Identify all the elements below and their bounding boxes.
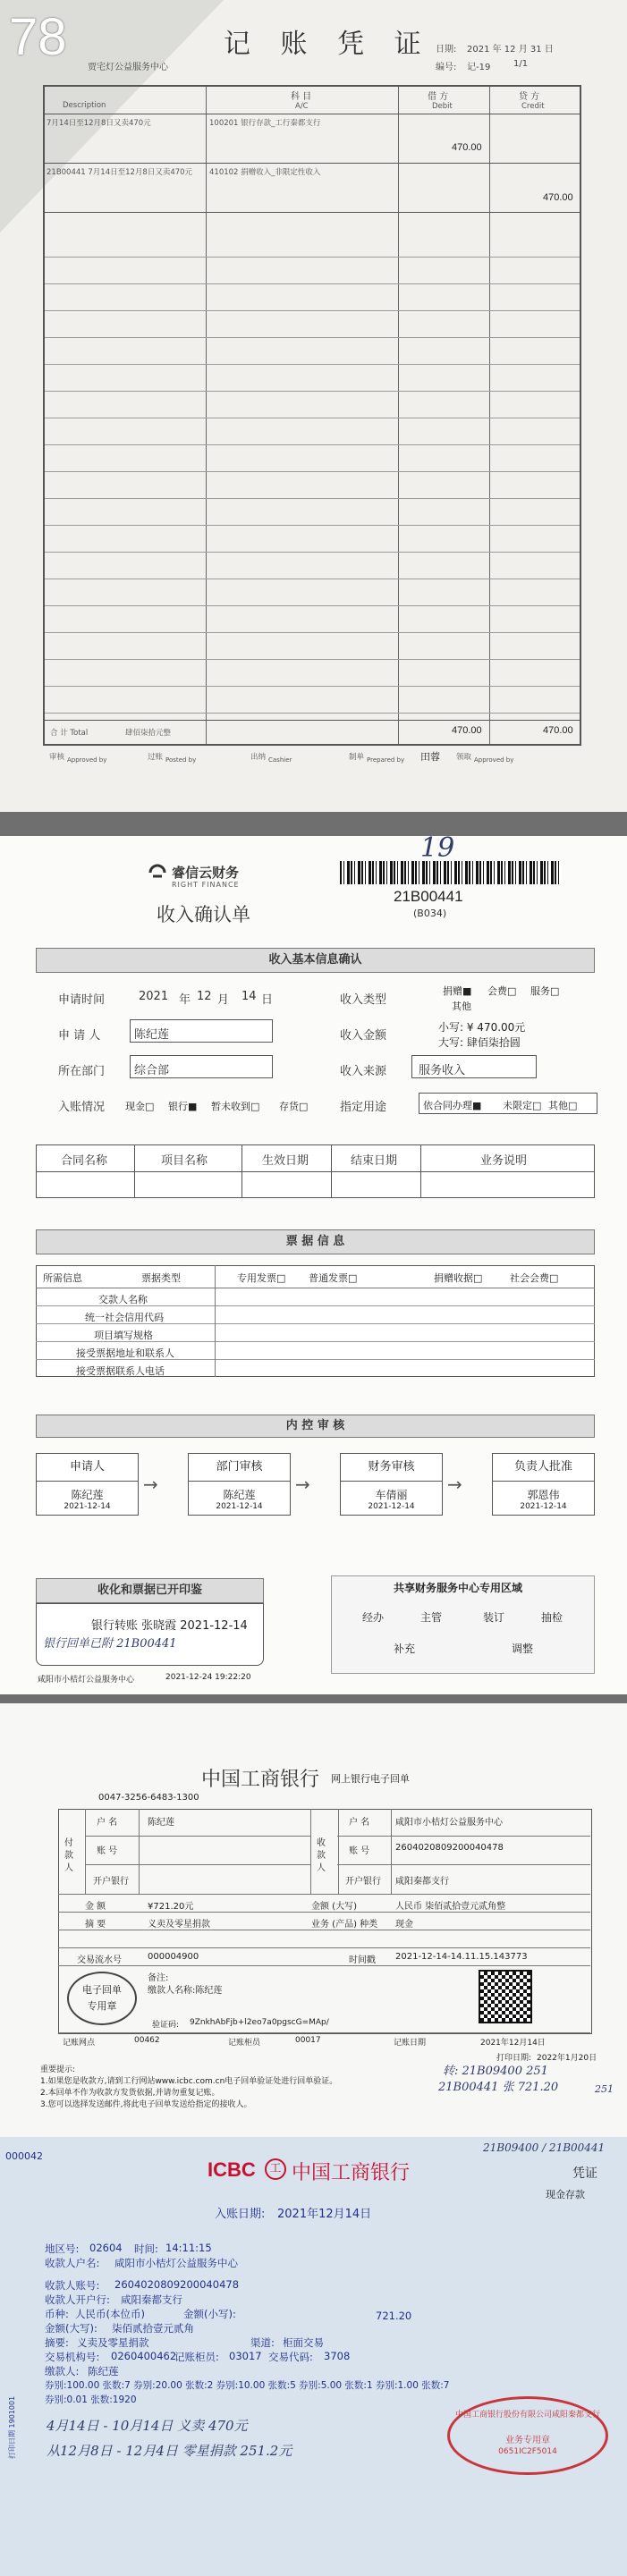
left-code: 000042 (5, 2150, 43, 2162)
col-credit-label: 贷 方 (519, 92, 540, 102)
applicant-value: 陈纪莲 (134, 1028, 170, 1042)
payer-account-label: 账 号 (97, 1846, 118, 1856)
apply-year: 2021 (139, 990, 169, 1003)
income-type-fee[interactable]: 会费□ (487, 985, 517, 997)
audit-date: 2021-12-14 (216, 1502, 263, 1511)
invoice-row-address: 接受票据地址和联系人 (76, 1347, 174, 1359)
amount-big-label: 金额 (大写) (311, 1902, 357, 1912)
footer-prepared-en: Prepared by (367, 756, 405, 764)
audit-role: 申请人 (37, 1454, 138, 1482)
invoice-info-label: 所需信息 (43, 1272, 82, 1284)
arrow-icon: → (447, 1474, 462, 1495)
icbc-deposit-voucher (0, 2137, 627, 2576)
purpose-label: 指定用途 (340, 1101, 387, 1114)
txn-no-label: 交易流水号 (77, 1955, 122, 1965)
section-receipt: 收化和票据已开印鉴 (36, 1578, 264, 1603)
payee-account: 2604020809200040478 (395, 1843, 504, 1853)
voucher-label: 凭证 (572, 2166, 597, 2181)
contract-col-start: 生效日期 (262, 1154, 309, 1168)
time-label: 时间: (134, 2242, 158, 2255)
apply-month-unit: 月 (217, 993, 230, 1007)
teller-label: 记账柜员 (228, 2039, 261, 2048)
share-zhuangding: 装订 (483, 1611, 505, 1624)
source-label: 收入来源 (340, 1065, 387, 1078)
voucher-number-label: 编号: (436, 63, 457, 72)
receipt-handwritten: 银行回单已附 21B00441 (43, 1637, 177, 1651)
preparer-name: 田蓉 (420, 751, 440, 763)
teller-value: 00017 (295, 2036, 321, 2045)
payer-name: 陈纪莲 (148, 1818, 174, 1828)
total-debit: 470.00 (452, 725, 482, 736)
audit-name: 车倩丽 (375, 1489, 408, 1501)
print-label: 打印日期: (496, 2054, 532, 2063)
amount-value: ¥721.20元 (148, 1902, 194, 1912)
dept-label: 所在部门 (58, 1065, 106, 1078)
col-summary-label: Description (63, 101, 106, 110)
invoice-type-normal[interactable]: 普通发票□ (309, 1272, 358, 1284)
audit-date: 2021-12-14 (368, 1502, 415, 1511)
purpose-other[interactable]: 其他□ (548, 1100, 578, 1111)
e-receipt-stamp (67, 1972, 137, 2025)
invoice-type-fee[interactable]: 社会会费□ (510, 1272, 559, 1284)
voucher-date-label: 日期: (436, 45, 457, 55)
channel-label: 渠道: (250, 2336, 275, 2349)
apply-month: 12 (197, 990, 212, 1003)
share-tiaozheng: 调整 (512, 1643, 534, 1655)
entry-1-account: 100201 银行存款_工行秦都支行 (209, 119, 321, 128)
payer-name-label: 户 名 (97, 1818, 118, 1828)
voucher-number: 记-19 (467, 63, 491, 72)
payee-label: 收款人 (317, 1838, 326, 1873)
income-type-other: 其他 (452, 1001, 471, 1012)
denom-line-2: 券别:0.01 张数:1920 (45, 2394, 137, 2405)
apply-time-label: 申请时间 (58, 993, 106, 1007)
payee-account-label: 账 号 (349, 1846, 370, 1856)
entry-option-bank[interactable]: 银行■ (168, 1101, 198, 1112)
business-value: 现金 (395, 1920, 413, 1930)
handwritten-note-2: 从12月8日 - 12月4日 零星捐款 251.2元 (47, 2443, 292, 2459)
handwritten-3: 251 (595, 2083, 614, 2095)
footer-receive: 领取 (456, 753, 472, 762)
entry-1-summary: 7月14日至12月8日又卖470元 (47, 119, 151, 128)
footer-approved: 审核 (49, 753, 65, 762)
handwritten-number: 19 (420, 836, 455, 864)
contract-col-end: 结束日期 (351, 1154, 398, 1168)
area-label: 地区号: (45, 2242, 80, 2255)
right-finance-logo-icon (148, 863, 167, 883)
amount: 721.20 (376, 2310, 412, 2322)
voucher-title: 记 账 凭 证 (224, 29, 432, 60)
page-number: 78 (9, 8, 67, 66)
note-value: 缴款人名称:陈纪莲 (148, 1986, 223, 1996)
amount-label: 金 额 (85, 1902, 106, 1912)
tip-2: 2.本回单不作为收款方发货依据,并请勿重复记账。 (40, 2089, 220, 2098)
form-title: 收入确认单 (157, 904, 250, 925)
contract-col-desc: 业务说明 (480, 1154, 528, 1168)
total-words: 肆佰柒拾元整 (125, 729, 172, 738)
barcode-code: (B034) (413, 908, 447, 919)
audit-name: 陈纪莲 (223, 1489, 256, 1501)
payee-name: 咸阳市小桔灯公益服务中心 (114, 2257, 238, 2269)
share-buchong: 补充 (394, 1643, 416, 1655)
seal-mid: 业务专用章 (505, 2436, 550, 2445)
audit-step-finance (340, 1453, 443, 1516)
qr-code-icon (479, 1970, 532, 2023)
entry-option-pending[interactable]: 暂未收到□ (211, 1101, 260, 1112)
payee-acct-label: 收款人账号: (45, 2279, 100, 2292)
invoice-row-phone: 接受票据联系人电话 (76, 1365, 165, 1377)
income-type-donation[interactable]: 捐赠■ (443, 985, 472, 997)
receipt-serial: 0047-3256-6483-1300 (98, 1793, 199, 1803)
time-value: 14:11:15 (165, 2242, 212, 2254)
payee-bank: 咸阳秦都支行 (395, 1877, 449, 1887)
entry-2-summary: 21B00441 7月14日至12月8日又卖470元 (47, 168, 193, 177)
applicant-label: 申 请 人 (58, 1029, 101, 1043)
txn-no: 000004900 (148, 1952, 199, 1962)
arrow-icon: → (295, 1474, 310, 1495)
date-label: 记账日期 (394, 2039, 427, 2048)
contract-col-project: 项目名称 (161, 1154, 208, 1168)
footer-posted-en: Posted by (165, 756, 197, 764)
audit-role: 财务审核 (341, 1454, 442, 1482)
footer-posted: 过账 (148, 753, 164, 762)
amount-big: 柒佰贰拾壹元贰角 (112, 2322, 194, 2335)
bank-seal-stamp (447, 2396, 608, 2475)
denom-line-1: 券别:100.00 张数:7 券别:20.00 张数:2 券别:10.00 张数:5 券别:5.00 张数:1 券别:1.00 张数:7 (45, 2380, 450, 2391)
income-confirmation-form (0, 836, 627, 1694)
share-jingban: 经办 (362, 1611, 385, 1624)
amount-label: 金额(小写): (183, 2308, 236, 2320)
amount-small: 小写: ¥ 470.00元 (438, 1021, 526, 1034)
currency-label: 币种: (45, 2308, 69, 2320)
receipt-subtitle: 网上银行电子回单 (331, 1773, 410, 1785)
footer-approved-en: Approved by (67, 756, 107, 764)
code-label: 交易代码: (268, 2351, 313, 2363)
amount-big: 大写: 肆佰柒拾圆 (438, 1036, 521, 1049)
time-value: 2021-12-14-14.11.15.143773 (395, 1952, 528, 1962)
receipt-text: 银行转账 张晓霞 2021-12-14 (91, 1619, 248, 1633)
purpose-label: 摘 要 (85, 1920, 106, 1930)
icbc-brand: ICBC (208, 2158, 256, 2181)
entry-option-cash[interactable]: 现金□ (125, 1101, 155, 1112)
payer-label: 缴款人: (45, 2365, 80, 2378)
col-account-sub: A/C (295, 102, 309, 111)
barcode-number: 21B00441 (394, 888, 463, 905)
barcode (340, 861, 562, 884)
voucher-page: 1/1 (513, 59, 529, 69)
section-basic: 收入基本信息确认 (36, 948, 595, 973)
tip-title: 重要提示: (40, 2065, 76, 2074)
icbc-bank-name: 中国工商银行 (292, 2162, 411, 2184)
invoice-type-donation[interactable]: 捐赠收据□ (434, 1272, 483, 1284)
apply-day: 14 (241, 990, 257, 1003)
payee-name-label: 收款人户名: (45, 2257, 100, 2269)
teller: 03017 (229, 2350, 262, 2362)
audit-role: 部门审核 (189, 1454, 290, 1482)
audit-name: 郭恩伟 (527, 1489, 560, 1501)
invoice-row-spec: 项目填写规格 (94, 1330, 153, 1341)
handwritten-1: 转: 21B09400 251 (443, 2065, 548, 2078)
purpose: 义卖及零星捐款 (77, 2336, 149, 2349)
payer: 陈纪莲 (88, 2365, 119, 2378)
currency: 人民币(本位币) (75, 2308, 145, 2320)
org-value: 00462 (134, 2036, 160, 2045)
entry-2-credit: 470.00 (543, 192, 573, 203)
total-credit: 470.00 (543, 725, 573, 736)
voucher-company: 贾宅灯公益服务中心 (88, 63, 168, 72)
entry-date: 2021年12月14日 (277, 2208, 372, 2221)
icbc-logo-icon: 工 (265, 2158, 286, 2180)
verify-label: 验证码: (152, 2021, 180, 2030)
form-footer-date: 2021-12-24 19:22:20 (165, 1673, 251, 1682)
entry-label: 入账情况 (58, 1101, 106, 1114)
audit-step-applicant (36, 1453, 139, 1516)
col-debit-label: 借 方 (428, 92, 449, 102)
payee-bank: 咸阳秦都支行 (121, 2293, 182, 2306)
time-label: 时间戳 (349, 1955, 376, 1965)
stamp-line-1: 电子回单 (82, 1984, 122, 1996)
col-debit-sub: Debit (432, 102, 453, 111)
footer-prepared: 制单 (349, 753, 365, 762)
invoice-type-special[interactable]: 专用发票□ (237, 1272, 286, 1284)
purpose-value: 义卖及零星捐款 (148, 1920, 210, 1930)
share-zhuguan: 主管 (420, 1611, 443, 1624)
source-value: 服务收入 (419, 1064, 466, 1077)
txn-label: 交易机构号: (45, 2351, 100, 2363)
audit-step-dept (188, 1453, 291, 1516)
total-label: 合 计 Total (50, 729, 89, 738)
share-title: 共享财务服务中心专用区域 (394, 1582, 523, 1594)
entry-2-account: 410102 捐赠收入_非限定性收入 (209, 168, 321, 177)
txn: 0260400462 (111, 2350, 177, 2362)
verify-value: 9ZnkhAbFjb+l2eo7a0pgscG=MAp/ (190, 2018, 329, 2027)
section-invoice: 票 据 信 息 (36, 1229, 595, 1254)
payer-label: 付款人 (64, 1838, 73, 1873)
invoice-row-credit-code: 统一社会信用代码 (85, 1312, 164, 1323)
handwritten-note-1: 4月14日 - 10月14日 义卖 470元 (47, 2418, 248, 2434)
print-date: 2022年1月20日 (537, 2054, 597, 2063)
payee-name-label: 户 名 (349, 1818, 370, 1828)
invoice-type-label: 票据类型 (141, 1272, 181, 1284)
audit-date: 2021-12-14 (64, 1502, 111, 1511)
income-type-label: 收入类型 (340, 993, 387, 1007)
purpose-label: 摘要: (45, 2336, 69, 2349)
apply-year-unit: 年 (179, 993, 191, 1007)
voucher-sub: 现金存款 (546, 2189, 585, 2200)
audit-step-manager (492, 1453, 595, 1516)
voucher-date: 2021 年 12 月 31 日 (467, 45, 554, 55)
business-label: 业务 (产品) 种类 (311, 1920, 378, 1930)
share-choujian: 抽检 (541, 1611, 563, 1624)
accounting-voucher (0, 0, 627, 812)
income-type-service[interactable]: 服务□ (530, 985, 560, 997)
stamp-line-2: 专用章 (87, 2000, 117, 2012)
footer-cashier: 出纳 (250, 753, 267, 762)
channel: 柜面交易 (283, 2336, 324, 2349)
entry-date-label: 入账日期: (215, 2208, 266, 2221)
date-value: 2021年12月14日 (480, 2039, 546, 2048)
dept-value: 综合部 (134, 1064, 170, 1077)
footer-cashier-en: Cashier (268, 756, 292, 764)
payee-bank-label: 收款人开户行: (45, 2293, 110, 2306)
handwritten-top: 21B09400 / 21B00441 (483, 2141, 606, 2154)
area-value: 02604 (89, 2242, 123, 2254)
payee-bank-label: 开户银行 (345, 1877, 381, 1887)
amount-big-label: 金额(大写): (45, 2322, 97, 2335)
contract-col-name: 合同名称 (61, 1154, 108, 1168)
voucher-table (43, 85, 581, 746)
payee-acct: 2604020809200040478 (114, 2278, 240, 2291)
col-account-label: 科 目 (291, 92, 312, 102)
tip-1: 1.如果您是收款方,请到工行网站www.icbc.com.cn电子回单验证处进行回单验证。 (40, 2077, 338, 2086)
entry-1-debit: 470.00 (452, 142, 482, 153)
payee-name: 咸阳市小桔灯公益服务中心 (395, 1818, 503, 1828)
entry-option-stock[interactable]: 存货□ (279, 1101, 309, 1112)
payer-bank-label: 开户银行 (93, 1877, 129, 1887)
logo-name: 睿信云财务 (172, 865, 240, 881)
seal-text: 中国工商银行股份有限公司咸阳秦都支行 (454, 2411, 600, 2420)
org-label: 记账网点 (63, 2039, 96, 2048)
invoice-row-payer: 交款人名称 (98, 1294, 148, 1305)
form-footer-left: 咸阳市小桔灯公益服务中心 (38, 1676, 135, 1685)
side-text: 打印日期 1901001 (8, 2395, 16, 2459)
note-label: 备注: (148, 1973, 169, 1983)
arrow-icon: → (143, 1474, 158, 1495)
section-audit: 内 控 审 核 (36, 1415, 595, 1438)
col-credit-sub: Credit (521, 102, 545, 111)
teller-label: 记账柜员: (174, 2351, 219, 2363)
tip-3: 3.您可以选择发送邮件,将此电子回单发送给指定的接收人。 (40, 2100, 252, 2109)
purpose-unlimited[interactable]: 未限定□ (503, 1100, 542, 1111)
bank-electronic-receipt (0, 1703, 627, 2141)
footer-receive-en: Approved by (474, 756, 514, 764)
receipt-bank: 中国工商银行 (201, 1769, 320, 1791)
amount-big: 人民币 柒佰贰拾壹元贰角整 (395, 1902, 506, 1912)
apply-day-unit: 日 (261, 993, 274, 1007)
code: 3708 (324, 2350, 351, 2362)
audit-name: 陈纪莲 (71, 1489, 104, 1501)
seal-code: 0651IC2F5014 (498, 2447, 557, 2456)
audit-date: 2021-12-14 (520, 1502, 567, 1511)
purpose-contract[interactable]: 依合同办理■ (423, 1100, 482, 1111)
audit-role: 负责人批准 (493, 1454, 594, 1482)
handwritten-2: 21B00441 张 721.20 (438, 2081, 559, 2094)
logo-sub: RIGHT FINANCE (172, 881, 240, 889)
amount-label: 收入金额 (340, 1029, 387, 1043)
